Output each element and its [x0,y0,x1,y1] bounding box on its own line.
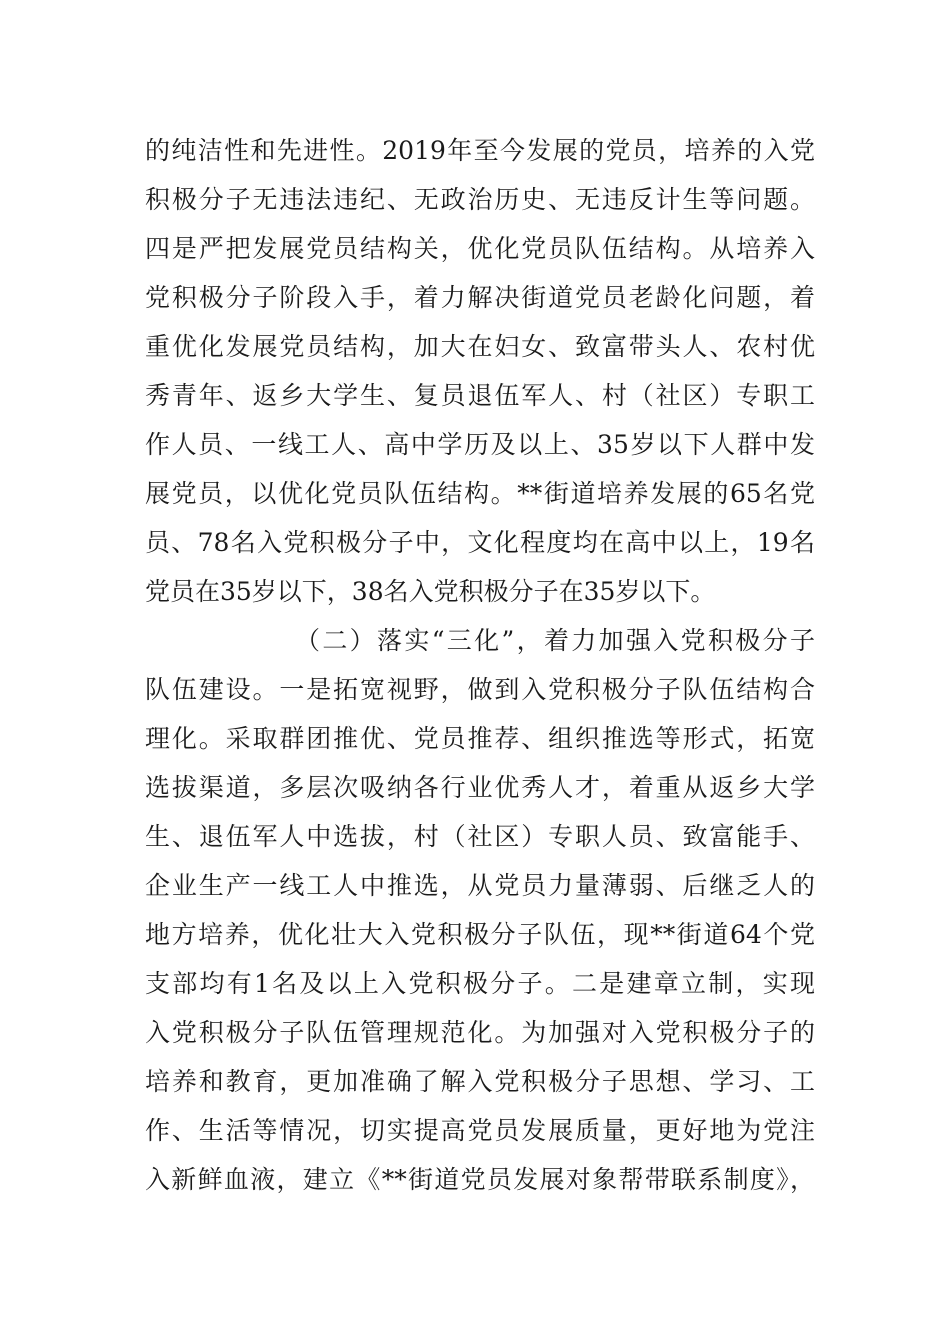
text-line: 重优化发展党员结构，加大在妇女、致富带头人、农村优 [145,332,815,361]
body-text [145,126,815,1204]
text-line: 员、78名入党积极分子中，文化程度均在高中以上，19名 [145,528,815,557]
text-line: 生、退伍军人中选拔，村（社区）专职人员、致富能手、 [145,822,815,851]
text-line: 入党积极分子队伍管理规范化。为加强对入党积极分子的 [145,1018,815,1047]
text-line: 党员在35岁以下，38名入党积极分子在35岁以下。 [145,577,716,606]
section-heading-line: （二）落实“三化”，着力加强入党积极分子 [295,626,815,655]
text-line: 地方培养，优化壮大入党积极分子队伍，现**街道64个党 [145,920,815,949]
text-line: 四是严把发展党员结构关，优化党员队伍结构。从培养入 [145,234,815,263]
text-line: 选拔渠道，多层次吸纳各行业优秀人才，着重从返乡大学 [145,773,815,802]
text-line: 企业生产一线工人中推选，从党员力量薄弱、后继乏人的 [145,871,815,900]
text-line: 展党员，以优化党员队伍结构。**街道培养发展的65名党 [145,479,815,508]
text-line: 积极分子无违法违纪、无政治历史、无违反计生等问题。 [145,185,815,214]
text-line: 秀青年、返乡大学生、复员退伍军人、村（社区）专职工 [145,381,815,410]
text-line: 党积极分子阶段入手，着力解决街道党员老龄化问题，着 [145,283,815,312]
text-line: 入新鲜血液，建立《**街道党员发展对象帮带联系制度》， [145,1165,815,1194]
text-line: 作人员、一线工人、高中学历及以上、35岁以下人群中发 [145,430,815,459]
text-line: 队伍建设。一是拓宽视野，做到入党积极分子队伍结构合 [145,675,815,704]
text-line: 的纯洁性和先进性。2019年至今发展的党员，培养的入党 [145,136,815,165]
text-line: 作、生活等情况，切实提高党员发展质量，更好地为党注 [145,1116,815,1145]
text-line: 培养和教育，更加准确了解入党积极分子思想、学习、工 [145,1067,815,1096]
text-line: 支部均有1名及以上入党积极分子。二是建章立制，实现 [145,969,815,998]
text-line: 理化。采取群团推优、党员推荐、组织推选等形式，拓宽 [145,724,815,753]
